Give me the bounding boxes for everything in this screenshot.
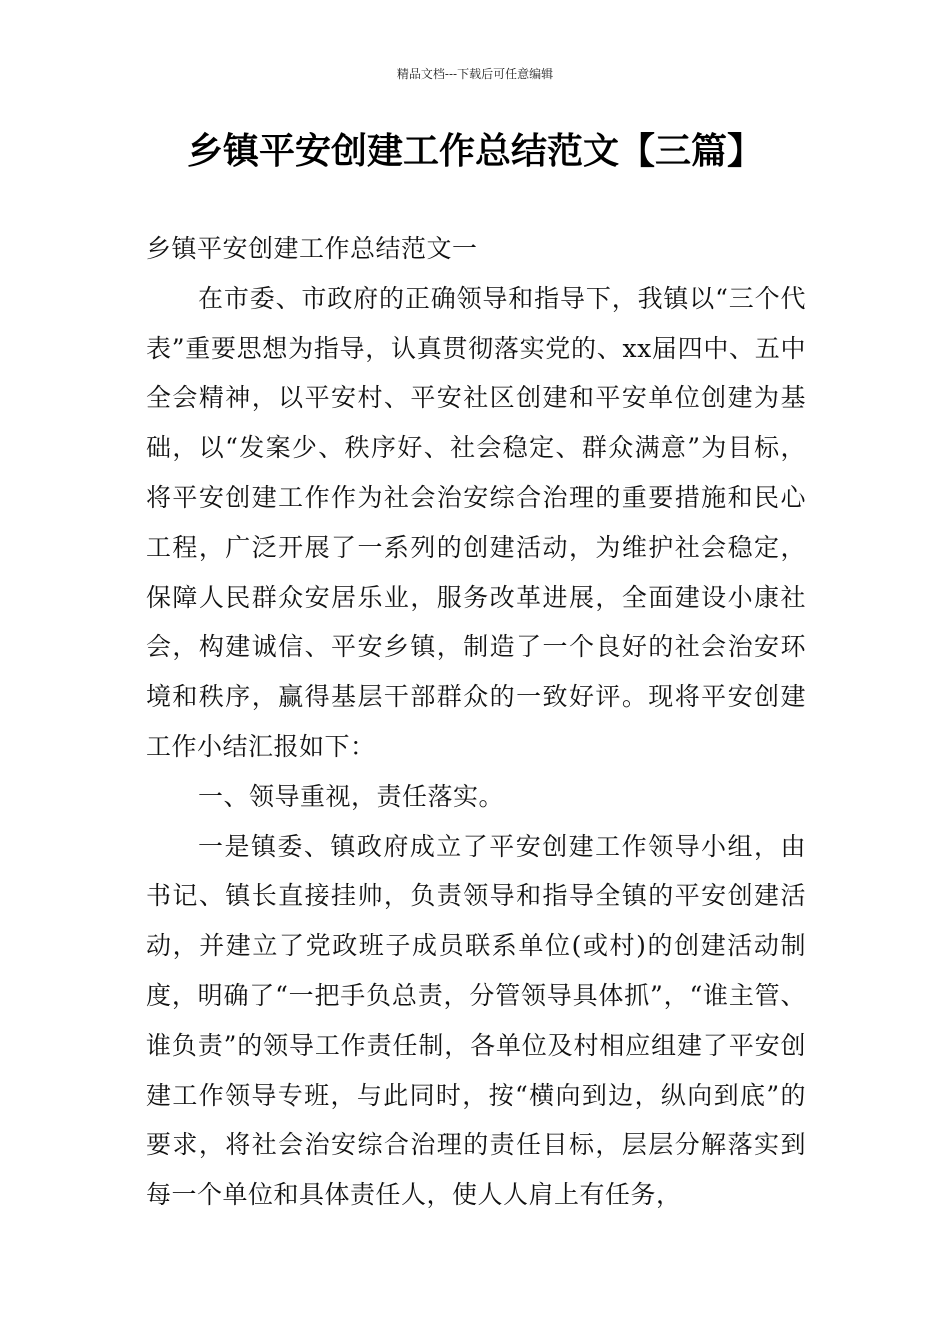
document-title: 乡镇平安创建工作总结范文【三篇】: [186, 130, 763, 172]
paragraph-section-heading: 一、领导重视，责任落实。: [198, 781, 505, 811]
header-note: 精品文档---下载后可任意编辑: [396, 67, 554, 81]
document-body: [146, 224, 806, 1220]
paragraph-leadership: 一是镇委、镇政府成立了平安创建工作领导小组，由书记、镇长直接挂帅，负责领导和指导全镇的平安创建活动，并建立了党政班子成员联系单位(或村)的创建活动制度，明确了“一把手负总责，分管领导具体抓”，“谁主管、谁负责”的领导工作责任制，各单位及村相应组建了平安创建工作领导专班，与此同时，按“横向到边，纵向到底”的要求，将社会治安综合治理的责任目标，层层分解落实到每一个单位和具体责任人，使人人肩上有任务，: [146, 831, 806, 1210]
section-subtitle: 乡镇平安创建工作总结范文一: [146, 234, 478, 263]
paragraph-intro: 在市委、市政府的正确领导和指导下，我镇以“三个代表”重要思想为指导，认真贯彻落实党的、xx届四中、五中全会精神，以平安村、平安社区创建和平安单位创建为基础，以“发案少、秩序好、社会稳定、群众满意”为目标，将平安创建工作作为社会治安综合治理的重要措施和民心工程，广泛开展了一系列的创建活动，为维护社会稳定，保障人民群众安居乐业，服务改革进展，全面建设小康社会，构建诚信、平安乡镇，制造了一个良好的社会治安环境和秩序，赢得基层干部群众的一致好评。现将平安创建工作小结汇报如下：: [146, 283, 806, 761]
